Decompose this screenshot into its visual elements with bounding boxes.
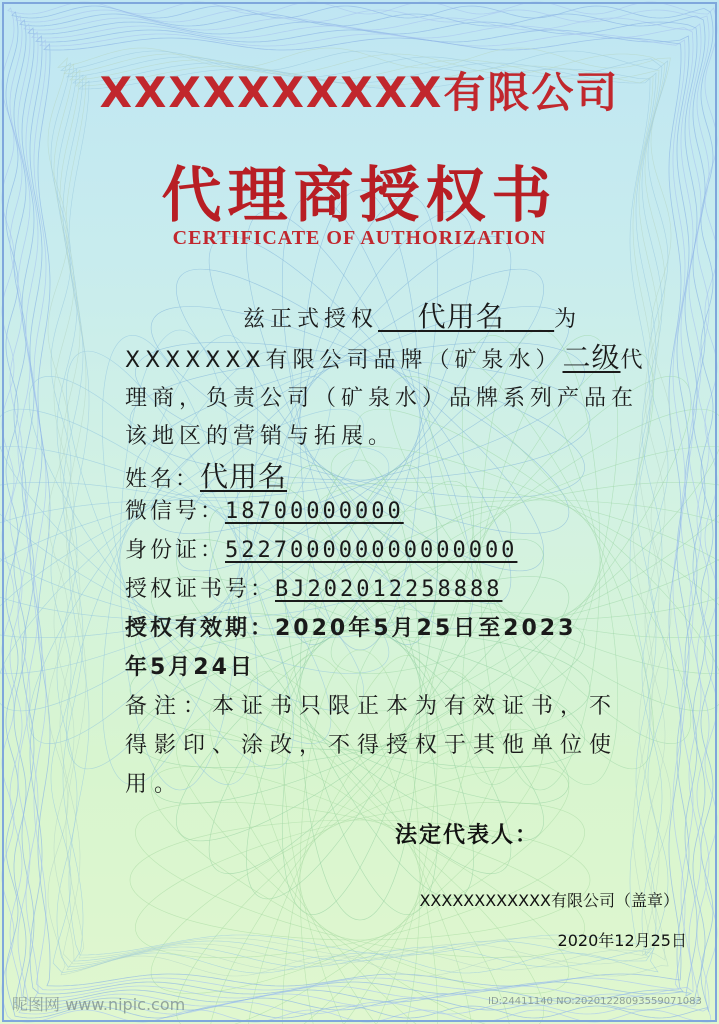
paragraph-connector: 为 <box>554 307 582 332</box>
paragraph-prefix: 兹正式授权 <box>243 307 379 332</box>
company-title: XXXXXXXXXX有限公司 <box>99 68 620 117</box>
authorization-paragraph <box>125 298 660 456</box>
issue-date: 2020年12月25日 <box>557 931 687 950</box>
cert-row <box>125 572 502 603</box>
wechat-row <box>125 494 404 525</box>
english-subtitle: CERTIFICATE OF AUTHORIZATION <box>172 227 547 249</box>
note-line-2: 得影印、涂改，不得授权于其他单位使 <box>125 733 619 758</box>
name-label: 姓名： <box>125 467 201 492</box>
company-seal-line: XXXXXXXXXXXX有限公司（盖章） <box>419 891 679 910</box>
watermark-site: 昵图网 www.nipic.com <box>12 995 186 1014</box>
brand-company: XXXXXXX有限公司品牌（矿泉水） <box>125 348 563 373</box>
id-value: 522700000000000000 <box>225 538 518 563</box>
watermark-id: ID:24411140 NO:20201228093559071083 <box>488 996 702 1007</box>
legal-representative-label: 法定代表人： <box>395 822 540 848</box>
note-line-3: 用。 <box>125 772 184 797</box>
wechat-label: 微信号： <box>125 499 226 524</box>
authorized-name: 代用名 <box>417 300 505 333</box>
cert-value: BJ202012258888 <box>275 577 503 602</box>
name-row <box>125 455 287 495</box>
id-label: 身份证： <box>125 538 226 563</box>
paragraph-suffix: 代理商，负责公司（矿泉水）品牌系列产品在该地区的营销与拓展。 <box>125 348 648 449</box>
validity-line-2: 年5月24日 <box>125 655 255 680</box>
name-value: 代用名 <box>200 460 288 493</box>
agent-level: 二级 <box>562 341 621 374</box>
page-title: 代理商授权书 <box>161 161 558 231</box>
validity-line-1: 授权有效期：2020年5月25日至2023 <box>125 616 577 641</box>
wechat-value: 18700000000 <box>225 499 404 524</box>
note-line-1: 备注：本证书只限正本为有效证书，不 <box>125 694 619 719</box>
cert-label: 授权证书号： <box>125 577 276 602</box>
id-row <box>125 533 517 564</box>
